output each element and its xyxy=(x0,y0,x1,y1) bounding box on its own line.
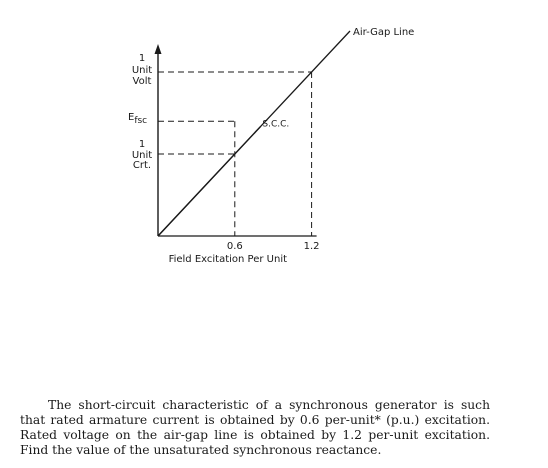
y-tick-unit-volt-2: Unit xyxy=(131,65,153,76)
problem-statement: The short-circuit characteristic of a synchronous generator is such that rated armature current is obtained by 0.6 per-unit* (p.u.) excitation. Rated voltage on the air-gap line is obtained by 1.2 per-unit excitation. Find the value of the unsaturated synchronous reactance. xyxy=(20,398,490,457)
scc-label: S.C.C. xyxy=(262,119,290,130)
x-tick-1.2: 1.2 xyxy=(303,241,320,252)
y-tick-efsc: Efsc xyxy=(128,112,148,127)
y-tick-unit-volt-1: 1 xyxy=(138,53,146,64)
air-gap-label: Air-Gap Line xyxy=(353,27,415,38)
y-tick-unit-crt-2: Unit xyxy=(131,150,153,161)
x-tick-0.6: 0.6 xyxy=(226,241,243,252)
y-tick-unit-crt-1: 1 xyxy=(138,139,146,150)
y-tick-unit-volt-3: Volt xyxy=(132,76,152,87)
x-axis-label: Field Excitation Per Unit xyxy=(168,254,288,265)
y-tick-unit-crt-3: Crt. xyxy=(132,160,152,171)
scc-line xyxy=(158,127,260,236)
y-axis-arrow xyxy=(155,44,162,54)
